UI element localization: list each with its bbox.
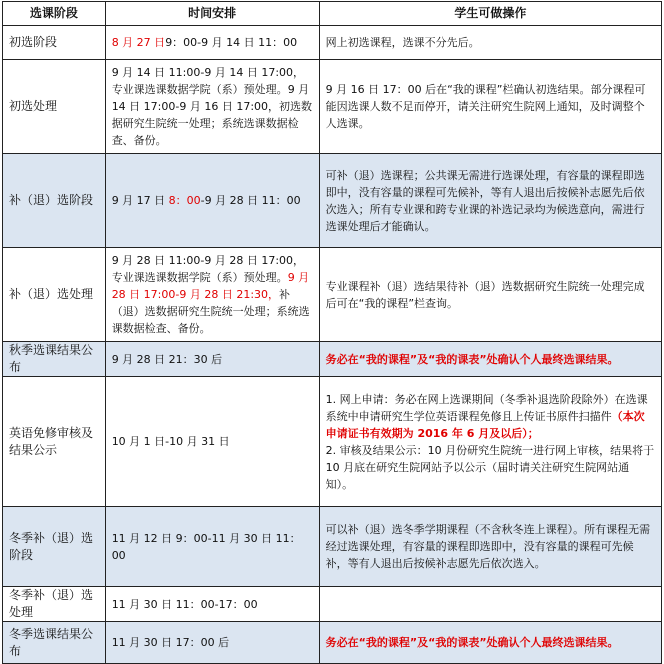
operations-cell xyxy=(319,60,661,154)
time-segment: 9：00-9 月 14 日 11：00 xyxy=(165,36,298,49)
stage-cell: 秋季选课结果公布 xyxy=(3,342,106,377)
table-row xyxy=(3,154,662,248)
stage-cell: 冬季选课结果公布 xyxy=(3,622,106,664)
operations-cell xyxy=(319,26,661,60)
operations-cell xyxy=(319,248,661,342)
time-cell xyxy=(105,26,319,60)
header-operations: 学生可做操作 xyxy=(319,2,661,26)
stage-cell: 初选处理 xyxy=(3,60,106,154)
time-segment: 8：00 xyxy=(168,194,201,207)
table-row xyxy=(3,377,662,507)
time-segment: 9 月 14 日 17:00-9 月 16 日 17:00，初选数据研究生院统一处理；系统选课数据检查、备份。 xyxy=(111,83,313,147)
time-segment: -9 月 28 日 11：00 xyxy=(200,194,301,207)
stage-cell: 初选阶段 xyxy=(3,26,106,60)
table-row xyxy=(3,587,662,622)
operation-segment: 务必在“我的课程”及“我的课表”处确认个人最终选课结果。 xyxy=(325,636,619,649)
operation-segment: 9 月 16 日 17：00 后在“我的课程”栏确认初选结果。部分课程可能因选课人数不足而停开，请关注研究生院网上通知，及时调整个人选课。 xyxy=(325,83,646,130)
operation-segment: 可补（退）选课程；公共课无需进行选课处理，有容量的课程即选即中，没有容量的课程可先候补，等有人退出后按候补志愿先后依次选入；所有专业课和跨专业课的补选记录均为候选意向，需进行选课处理后才能确认。 xyxy=(325,168,645,233)
time-segment: 10 月 1 日-10 月 31 日 xyxy=(111,435,230,448)
time-segment: 9 月 28 日 11:00-9 月 28 日 17:00，专业课选课数据学院（系）预处理。 xyxy=(111,254,305,284)
table-row xyxy=(3,507,662,587)
operation-segment: 2. 审核及结果公示：10 月份研究生院统一进行网上审核，结果将于 10 月底在研究生院网站予以公示（届时请关注研究生院网站通知）。 xyxy=(325,443,655,491)
header-stage: 选课阶段 xyxy=(3,2,106,26)
schedule-table xyxy=(2,1,662,664)
table-row xyxy=(3,248,662,342)
header-time: 时间安排 xyxy=(105,2,319,26)
operations-cell xyxy=(319,622,661,664)
time-cell xyxy=(105,507,319,587)
operations-cell xyxy=(319,587,661,622)
operation-segment: 务必在“我的课程”及“我的课表”处确认个人最终选课结果。 xyxy=(325,352,619,366)
table-row xyxy=(3,622,662,664)
stage-cell: 冬季补（退）选处理 xyxy=(3,587,106,622)
operations-cell xyxy=(319,507,661,587)
time-cell xyxy=(105,154,319,248)
time-segment: 8 月 27 日 xyxy=(111,36,166,49)
stage-cell: 补（退）选阶段 xyxy=(3,154,106,248)
time-segment: 9 月 17 日 xyxy=(111,194,169,207)
operation-segment: 可以补（退）选冬季学期课程（不含秋冬连上课程）。所有课程无需经过选课处理，有容量的课程即选即中，没有容量的课程可先候补，等有人退出后按候补志愿先后依次选入。 xyxy=(325,523,651,570)
operations-cell xyxy=(319,342,661,377)
time-segment: 11 月 30 日 17：00 后 xyxy=(111,636,230,649)
time-cell xyxy=(105,622,319,664)
time-segment: 9 月 14 日 11:00-9 月 14 日 17:00，专业课选课数据学院（系）预处理。 xyxy=(111,66,305,96)
table-row xyxy=(3,60,662,154)
operation-segment: （本次申请证书有效期为 2016 年 6 月及以后）； xyxy=(325,409,645,440)
stage-cell: 补（退）选处理 xyxy=(3,248,106,342)
time-cell xyxy=(105,587,319,622)
time-cell xyxy=(105,342,319,377)
time-segment: 11 月 12 日 9：00-11 月 30 日 11：00 xyxy=(111,531,301,562)
operations-cell xyxy=(319,154,661,248)
stage-cell: 冬季补（退）选阶段 xyxy=(3,507,106,587)
operation-segment: 网上初选课程，选课不分先后。 xyxy=(325,36,480,49)
time-cell xyxy=(105,248,319,342)
time-segment: 9 月 28 日 21：30 后 xyxy=(111,352,223,366)
time-segment: 11 月 30 日 11：00-17：00 xyxy=(111,597,258,611)
operations-cell xyxy=(319,377,661,507)
operation-segment: 专业课程补（退）选结果待补（退）选数据研究生院统一处理完成后可在“我的课程”栏查询。 xyxy=(325,279,645,310)
time-segment: 9 月 28 日 17:00-9 月 28 日 21:30， xyxy=(111,271,310,301)
stage-cell: 英语免修审核及结果公示 xyxy=(3,377,106,507)
table-row xyxy=(3,26,662,60)
table-header-row xyxy=(3,2,662,26)
time-segment: 补（退）选数据研究生院统一处理；系统选课数据检查、备份。 xyxy=(111,288,310,335)
table-row xyxy=(3,342,662,377)
time-cell xyxy=(105,60,319,154)
table-body xyxy=(3,26,662,664)
time-cell xyxy=(105,377,319,507)
operation-segment: 1. 网上申请：务必在网上选课期间（冬季补退选阶段除外）在选课系统中申请研究生学位英语课程免修且上传证书原件扫描件 xyxy=(325,392,648,423)
